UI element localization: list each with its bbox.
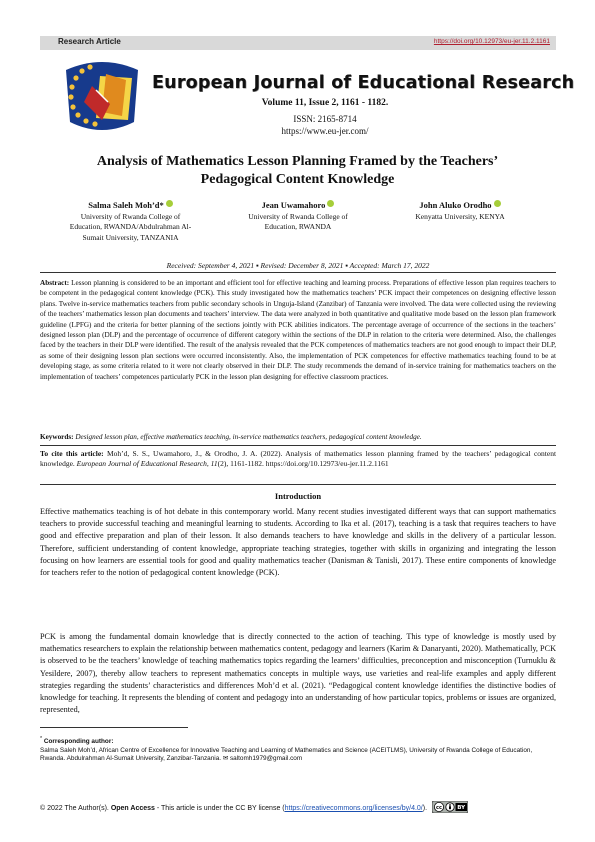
abstract	[40, 278, 556, 382]
svg-text:cc: cc	[436, 805, 442, 811]
author-affiliation-line: Sumait University, TANZANIA	[82, 232, 179, 242]
author-block-1	[48, 200, 213, 243]
orcid-icon[interactable]	[327, 200, 334, 207]
abstract-text: Lesson planning is considered to be an important and efficient tool for effective teaching and learning process. Preparations of effective lesson plan requires teachers to be competent in the pedagogical content knowledge (PCK). This study investigated how the mathematics teachers’ PCK impact their competences on designing effective lesson plans. Twelve in-service mathematics teachers from public secondary schools in Unguja-Island (Zanzibar) of Tanzania were involved. The data were collected using the reviewing of the teachers’ mathematics lesson plan documents and teachers’ interview. The data were analyzed in both quantitative and qualitative mode based on the lesson plan framework guideline (LPFG) and the criteria for better planning of the sections jointly with PCK abilities indicators. The percentage average of occurrence of the sections in the teachers’ designed lesson plan (DLP) and the percentage of occurrence of different category within the sections of the DLP in relation to the criteria were determined. Also, the challenges faced by the teachers in their DLP were identified. The result of the analysis revealed that the PCK competences of mathematics teachers are not good enough to impact their DLP, as some of their designing lesson plan sections were occurred inconsistently. Also, the implementation of PCK competences for effective mathematics teaching found to be at developing stage, as some criteria related to it were not clearly observed in their DLP. The study recommends the demand of in-service training for mathematics teachers on the implementation of teachers’ competences particularly PCK in the lesson plan designing for effective classroom practices.	[40, 279, 556, 381]
journal-title: European Journal of Educational Research	[152, 73, 575, 93]
journal-volume: Volume 11, Issue 2, 1161 - 1182.	[261, 98, 389, 108]
cc-by-icon	[432, 801, 468, 813]
header-bar	[40, 36, 556, 50]
author-affiliation-line: Kenyatta University, KENYA	[415, 211, 505, 221]
author-name: Salma Saleh Moh’d*	[48, 200, 213, 211]
article-type-label: Research Article	[58, 37, 121, 46]
paper-title	[60, 153, 535, 189]
paper-title-line-2: Pedagogical Content Knowledge	[200, 172, 395, 187]
citation	[40, 449, 556, 469]
license-line	[40, 801, 556, 813]
author-name: John Aluko Orodho	[385, 200, 535, 211]
keywords-text: Designed lesson plan, effective mathematics teaching, in-service mathematics teachers, pedagogical content knowledge.	[75, 433, 422, 441]
orcid-icon[interactable]	[166, 200, 173, 207]
paper-title-line-1: Analysis of Mathematics Lesson Planning Framed by the Teachers’	[96, 154, 499, 169]
copyright-text: © 2022 The Author(s).	[40, 805, 109, 812]
author-affiliation-line: Education, RWANDA	[264, 222, 332, 231]
author-block-2	[218, 200, 378, 233]
author-name: Jean Uwamahoro	[218, 200, 378, 211]
keywords-label: Keywords:	[40, 433, 74, 441]
divider	[40, 272, 556, 273]
citation-journal: European Journal of Educational Research, 11	[76, 459, 218, 469]
footnote-rule	[40, 727, 188, 728]
svg-text:BY: BY	[457, 805, 466, 812]
footnote-label: Corresponding author:	[43, 738, 114, 746]
doi-link[interactable]: https://doi.org/10.12973/eu-jer.11.2.1161	[433, 38, 550, 45]
journal-logo	[62, 60, 142, 134]
journal-url[interactable]: https://www.eu-jer.com/	[281, 126, 369, 136]
orcid-icon[interactable]	[494, 200, 501, 207]
footnote-email[interactable]: saltomh1979@gmail.com	[229, 755, 303, 763]
divider	[40, 445, 556, 446]
author-block-3	[385, 200, 535, 222]
citation-pages[interactable]: (2), 1161-1182. https://doi.org/10.12973/eu-jer.11.2.1161	[217, 459, 389, 469]
divider	[40, 484, 556, 485]
abstract-label: Abstract:	[40, 279, 70, 287]
paragraph: PCK is among the fundamental domain knowledge that is directly connected to the action of teaching. This type of knowledge is mostly used by mathematics researchers to explain the relationship between mathematics content, pedagogy and learners (Karim & Danaryanti, 2020). Mathematically, PCK is observed to be the teachers’ knowledge of teaching mathematics topics regarding the learners’ difficulties, preconception and misconception (Turnuklu & Yesildere, 2007), thereby allow teachers to represent mathematics concepts in multiple ways, use varieties and real-life examples and apply different strategies regarding the students’ characteristics and differences Moh’d et al. (2021). “Pedagogical content knowledge identifies the distinctive bodies of knowledge for teaching. It represents the blending of content and pedagogy into an understanding of how particular topics, problems or issues are organized, represented,	[40, 632, 556, 715]
open-access-label: Open Access	[110, 805, 155, 812]
submission-dates: Received: September 4, 2021 ▪ Revised: December 8, 2021 ▪ Accepted: March 17, 2022	[166, 261, 430, 270]
keywords	[40, 433, 556, 441]
license-text: - This article is under the CC BY license (	[156, 805, 285, 812]
paragraph: Effective mathematics teaching is of hot debate in this contemporary world. Many recent studies investigated different ways that can support mathematics teachers to provide successful teaching and meaningful learning to students. According to Ika et al. (2017), teaching is a task that requires teachers to have good and effective preparation and plan of their lesson. It also demands teachers to have knowledge and skills in the delivery of a particular lesson. Therefore, sufficient understanding of content knowledge, appropriate teaching strategies, together with skills in organizing and integrating the lesson focusing on how learners are essential tools for good and quality mathematics teacher (Danisman & Tanisli, 2017). These entire components of knowledge for teachers refer to the notion of pedagogical content knowledge (PCK).	[40, 507, 556, 578]
citation-text: Moh’d, S. S., Uwamahoro, J., & Orodho, J. A. (2022). Analysis of mathematics lesson planning framed by the teachers’ pedagogical content knowledge.	[40, 449, 557, 469]
email-icon: ✉	[222, 755, 229, 763]
footnote: * Corresponding author: Salma Saleh Moh’d, African Centre of Excellence for Innovative Teaching and Learning of Mathematics and Science (ACEITLMS), University of Rwanda College of Education, Rwanda. Abdulrahman Al-Sumait University, Zanzibar-Tanzania. ✉ saltomh1979@gmail.com	[40, 736, 533, 763]
license-link[interactable]: https://creativecommons.org/licenses/by/4.0/	[284, 805, 423, 812]
license-text-end: ).	[422, 805, 428, 812]
citation-label: To cite this article:	[40, 449, 104, 458]
journal-issn: ISSN: 2165-8714	[293, 114, 357, 124]
footnote-text: Salma Saleh Moh’d, African Centre of Excellence for Innovative Teaching and Learning of Mathematics and Science (ACEITLMS), University of Rwanda College of Education, Rwanda. Abdulrahman Al-Sumait University, Zanzibar-Tanzania.	[40, 746, 533, 763]
section-heading: Introduction	[274, 491, 322, 501]
author-affiliation-line: University of Rwanda College of	[80, 211, 181, 221]
author-affiliation-line: Education, RWANDA/Abdulrahman Al-	[69, 222, 192, 231]
author-affiliation-line: University of Rwanda College of	[248, 211, 348, 221]
